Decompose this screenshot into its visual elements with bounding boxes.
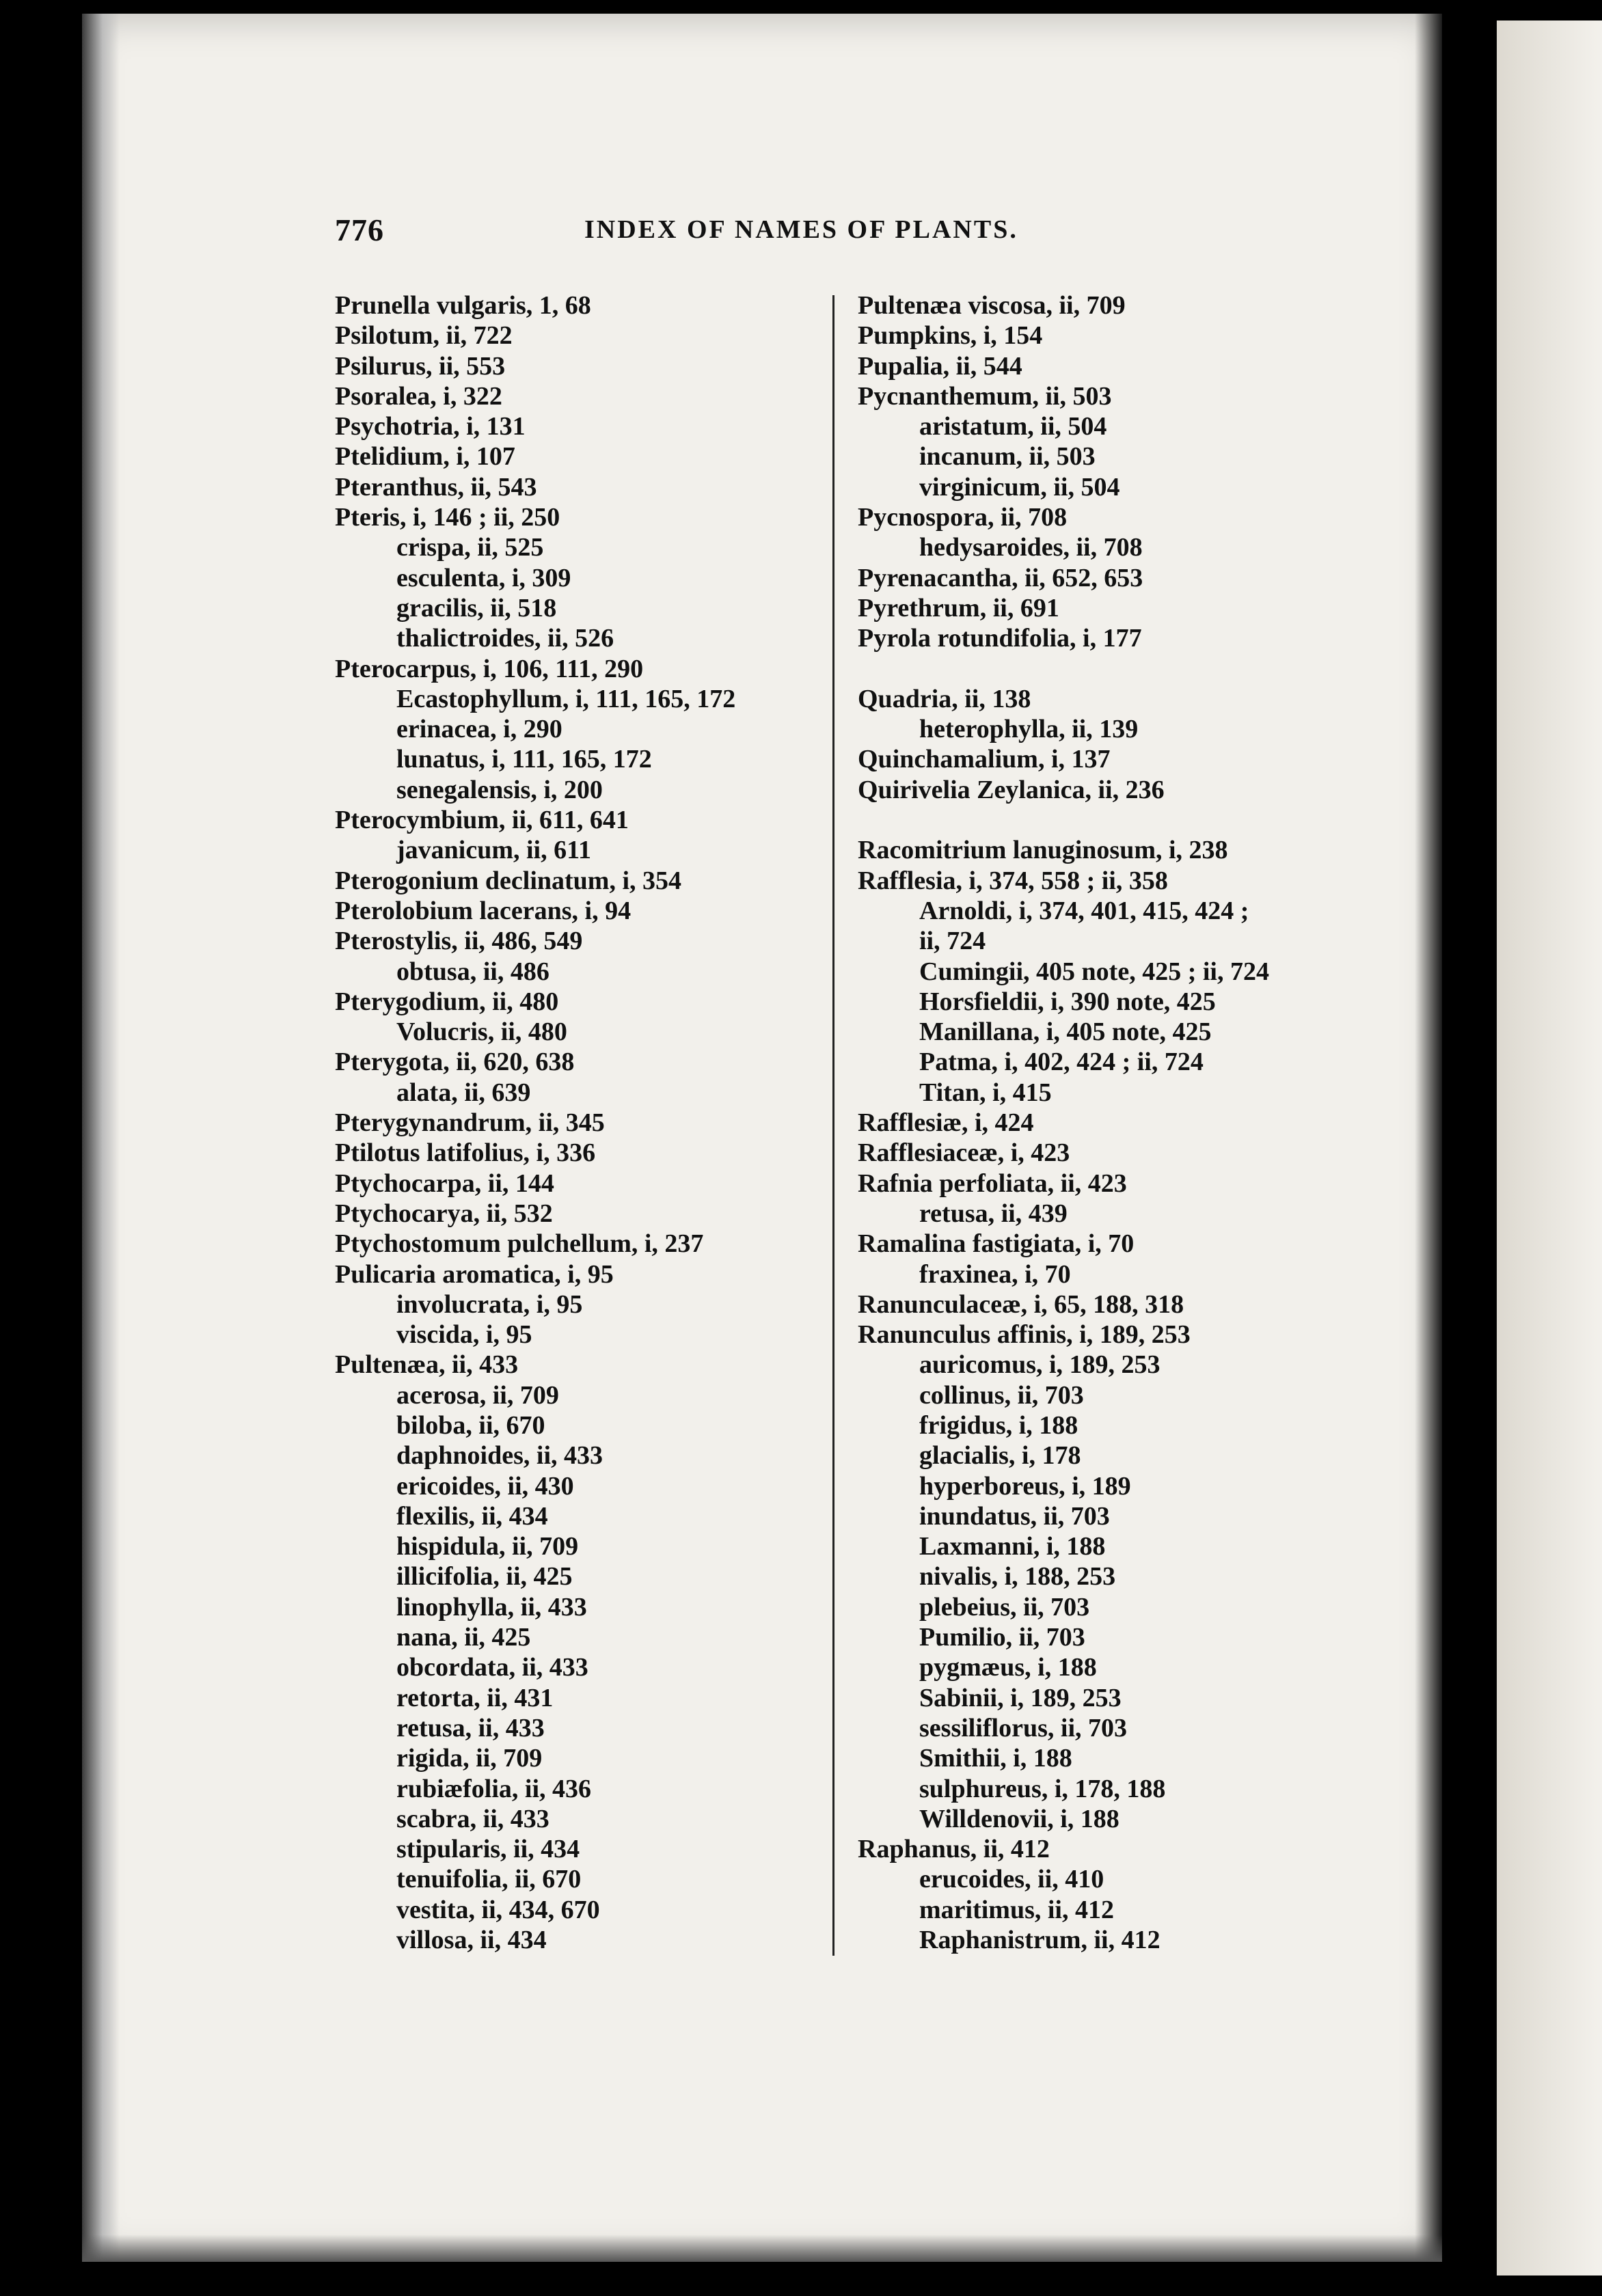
index-entry: Rafflesia, i, 374, 558 ; ii, 358 [858, 866, 1168, 895]
index-subentry: hispidula, ii, 709 [396, 1532, 579, 1561]
index-subentry: Sabinii, i, 189, 253 [919, 1683, 1122, 1712]
index-entry: Rafflesiæ, i, 424 [858, 1108, 1034, 1138]
index-subentry: biloba, ii, 670 [396, 1410, 545, 1440]
index-subentry: Cumingii, 405 note, 425 ; ii, 724 [919, 957, 1269, 986]
index-subentry: retusa, ii, 433 [396, 1713, 545, 1742]
index-subentry: Arnoldi, i, 374, 401, 415, 424 ; [919, 896, 1249, 925]
index-subentry: vestita, ii, 434, 670 [396, 1895, 600, 1924]
index-subentry: maritimus, ii, 412 [919, 1895, 1114, 1924]
index-subentry: aristatum, ii, 504 [919, 412, 1107, 441]
index-subentry: hedysaroides, ii, 708 [919, 533, 1143, 562]
index-entry: Ranunculus affinis, i, 189, 253 [858, 1320, 1191, 1350]
index-subentry: plebeius, ii, 703 [919, 1592, 1090, 1622]
index-subentry: acerosa, ii, 709 [396, 1380, 559, 1410]
index-entry: Pteris, i, 146 ; ii, 250 [335, 503, 560, 532]
index-subentry: frigidus, i, 188 [919, 1410, 1078, 1440]
index-subentry: lunatus, i, 111, 165, 172 [396, 745, 652, 774]
index-entry: Pumpkins, i, 154 [858, 321, 1043, 351]
index-subentry: senegalensis, i, 200 [396, 775, 603, 804]
index-subentry: sulphureus, i, 178, 188 [919, 1774, 1166, 1803]
index-entry: Psychotria, i, 131 [335, 412, 526, 441]
index-subentry: collinus, ii, 703 [919, 1380, 1084, 1410]
index-entry: Psilotum, ii, 722 [335, 321, 513, 351]
page-edge-shadow [1415, 14, 1442, 2262]
index-subentry: illicifolia, ii, 425 [396, 1562, 573, 1591]
index-subentry: pygmæus, i, 188 [919, 1653, 1097, 1682]
index-entry: Prunella vulgaris, 1, 68 [335, 291, 591, 320]
index-subentry: hyperboreus, i, 189 [919, 1471, 1131, 1501]
index-subentry: obtusa, ii, 486 [396, 957, 549, 986]
index-subentry: Smithii, i, 188 [919, 1744, 1072, 1773]
page-number: 776 [335, 213, 384, 247]
index-subentry: Raphanistrum, ii, 412 [919, 1926, 1160, 1955]
index-entry: Quadria, ii, 138 [858, 684, 1031, 713]
index-entry: Pterocymbium, ii, 611, 641 [335, 806, 629, 835]
index-subentry: involucrata, i, 95 [396, 1289, 583, 1319]
running-title: INDEX OF NAMES OF PLANTS. [584, 215, 1018, 244]
index-entry: Ptychostomum pulchellum, i, 237 [335, 1229, 704, 1259]
index-column-left [335, 290, 813, 1955]
index-entry: Pterocarpus, i, 106, 111, 290 [335, 654, 644, 683]
index-subentry: daphnoides, ii, 433 [396, 1441, 603, 1471]
index-entry: Ramalina fastigiata, i, 70 [858, 1229, 1135, 1259]
index-entry: Raphanus, ii, 412 [858, 1835, 1050, 1864]
index-subentry: fraxinea, i, 70 [919, 1259, 1071, 1289]
index-entry: Pteranthus, ii, 543 [335, 472, 537, 502]
index-entry: Pterygynandrum, ii, 345 [335, 1108, 605, 1138]
index-subentry: linophylla, ii, 433 [396, 1592, 587, 1622]
index-entry: Racomitrium lanuginosum, i, 238 [858, 836, 1228, 865]
column-divider [832, 295, 834, 1956]
index-subentry: thalictroides, ii, 526 [396, 624, 614, 653]
index-subentry: rubiæfolia, ii, 436 [396, 1774, 592, 1803]
index-subentry: stipularis, ii, 434 [396, 1835, 580, 1864]
index-entry: Pyrethrum, ii, 691 [858, 593, 1059, 623]
index-entry: Pterygota, ii, 620, 638 [335, 1048, 575, 1077]
index-entry: Pycnospora, ii, 708 [858, 503, 1068, 532]
index-entry: Pulicaria aromatica, i, 95 [335, 1259, 614, 1289]
index-subentry: incanum, ii, 503 [919, 442, 1096, 472]
index-subentry: erucoides, ii, 410 [919, 1865, 1104, 1894]
index-entry: Pterygodium, ii, 480 [335, 987, 559, 1016]
index-entry: Pultenæa, ii, 433 [335, 1350, 519, 1380]
index-subentry: Pumilio, ii, 703 [919, 1623, 1085, 1652]
index-entry: Ptychocarya, ii, 532 [335, 1199, 553, 1228]
index-subentry: Ecastophyllum, i, 111, 165, 172 [396, 684, 736, 713]
index-subentry: flexilis, ii, 434 [396, 1501, 548, 1531]
index-subentry: Manillana, i, 405 note, 425 [919, 1017, 1212, 1047]
index-subentry: retorta, ii, 431 [396, 1683, 554, 1712]
index-entry: Pultenæa viscosa, ii, 709 [858, 291, 1126, 320]
page-header [335, 212, 1128, 253]
index-column-right [858, 290, 1377, 1955]
index-subentry: glacialis, i, 178 [919, 1441, 1081, 1471]
index-subentry: Willdenovii, i, 188 [919, 1804, 1119, 1833]
index-entry: Pterogonium declinatum, i, 354 [335, 866, 682, 895]
index-entry: Pterostylis, ii, 486, 549 [335, 927, 583, 956]
index-subentry: Volucris, ii, 480 [396, 1017, 567, 1047]
index-subentry: javanicum, ii, 611 [396, 836, 592, 865]
index-entry: Psilurus, ii, 553 [335, 351, 506, 381]
index-subentry: ii, 724 [919, 927, 986, 956]
index-subentry: alata, ii, 639 [396, 1078, 531, 1107]
index-subentry: erinacea, i, 290 [396, 715, 562, 744]
index-entry: Ptelidium, i, 107 [335, 442, 515, 472]
index-subentry: inundatus, ii, 703 [919, 1501, 1110, 1531]
index-entry: Rafflesiaceæ, i, 423 [858, 1138, 1070, 1168]
index-subentry: nana, ii, 425 [396, 1623, 531, 1652]
index-subentry: viscida, i, 95 [396, 1320, 532, 1350]
index-subentry: Laxmanni, i, 188 [919, 1532, 1106, 1561]
index-subentry: retusa, ii, 439 [919, 1199, 1068, 1228]
adjacent-page-edge [1497, 20, 1602, 2276]
index-subentry: auricomus, i, 189, 253 [919, 1350, 1160, 1380]
index-subentry: nivalis, i, 188, 253 [919, 1562, 1116, 1591]
page-gutter-shadow [82, 14, 120, 2262]
section-gap [858, 805, 1377, 835]
index-subentry: Horsfieldii, i, 390 note, 425 [919, 987, 1216, 1016]
index-entry: Rafnia perfoliata, ii, 423 [858, 1168, 1127, 1198]
index-entry: Pterolobium lacerans, i, 94 [335, 896, 632, 925]
index-subentry: esculenta, i, 309 [396, 563, 571, 592]
index-entry: Pupalia, ii, 544 [858, 351, 1022, 381]
index-subentry: obcordata, ii, 433 [396, 1653, 588, 1682]
section-gap [858, 654, 1377, 684]
index-subentry: crispa, ii, 525 [396, 533, 544, 562]
index-subentry: sessiliflorus, ii, 703 [919, 1713, 1128, 1742]
index-entry: Ptilotus latifolius, i, 336 [335, 1138, 596, 1168]
index-subentry: Titan, i, 415 [919, 1078, 1052, 1107]
page-bottom-shadow [82, 2234, 1442, 2262]
index-subentry: scabra, ii, 433 [396, 1804, 549, 1833]
index-subentry: gracilis, ii, 518 [396, 593, 557, 623]
index-entry: Pycnanthemum, ii, 503 [858, 381, 1112, 411]
index-entry: Quirivelia Zeylanica, ii, 236 [858, 775, 1165, 804]
index-subentry: virginicum, ii, 504 [919, 472, 1120, 502]
index-entry: Pyrola rotundifolia, i, 177 [858, 624, 1142, 653]
index-entry: Ranunculaceæ, i, 65, 188, 318 [858, 1289, 1184, 1319]
index-subentry: tenuifolia, ii, 670 [396, 1865, 582, 1894]
index-subentry: Patma, i, 402, 424 ; ii, 724 [919, 1048, 1204, 1077]
index-subentry: ericoides, ii, 430 [396, 1471, 574, 1501]
index-entry: Pyrenacantha, ii, 652, 653 [858, 563, 1143, 592]
index-subentry: heterophylla, ii, 139 [919, 715, 1139, 744]
index-entry: Quinchamalium, i, 137 [858, 745, 1111, 774]
index-entry: Psoralea, i, 322 [335, 381, 502, 411]
index-entry: Ptychocarpa, ii, 144 [335, 1168, 554, 1198]
index-subentry: villosa, ii, 434 [396, 1926, 547, 1955]
index-subentry: rigida, ii, 709 [396, 1744, 543, 1773]
